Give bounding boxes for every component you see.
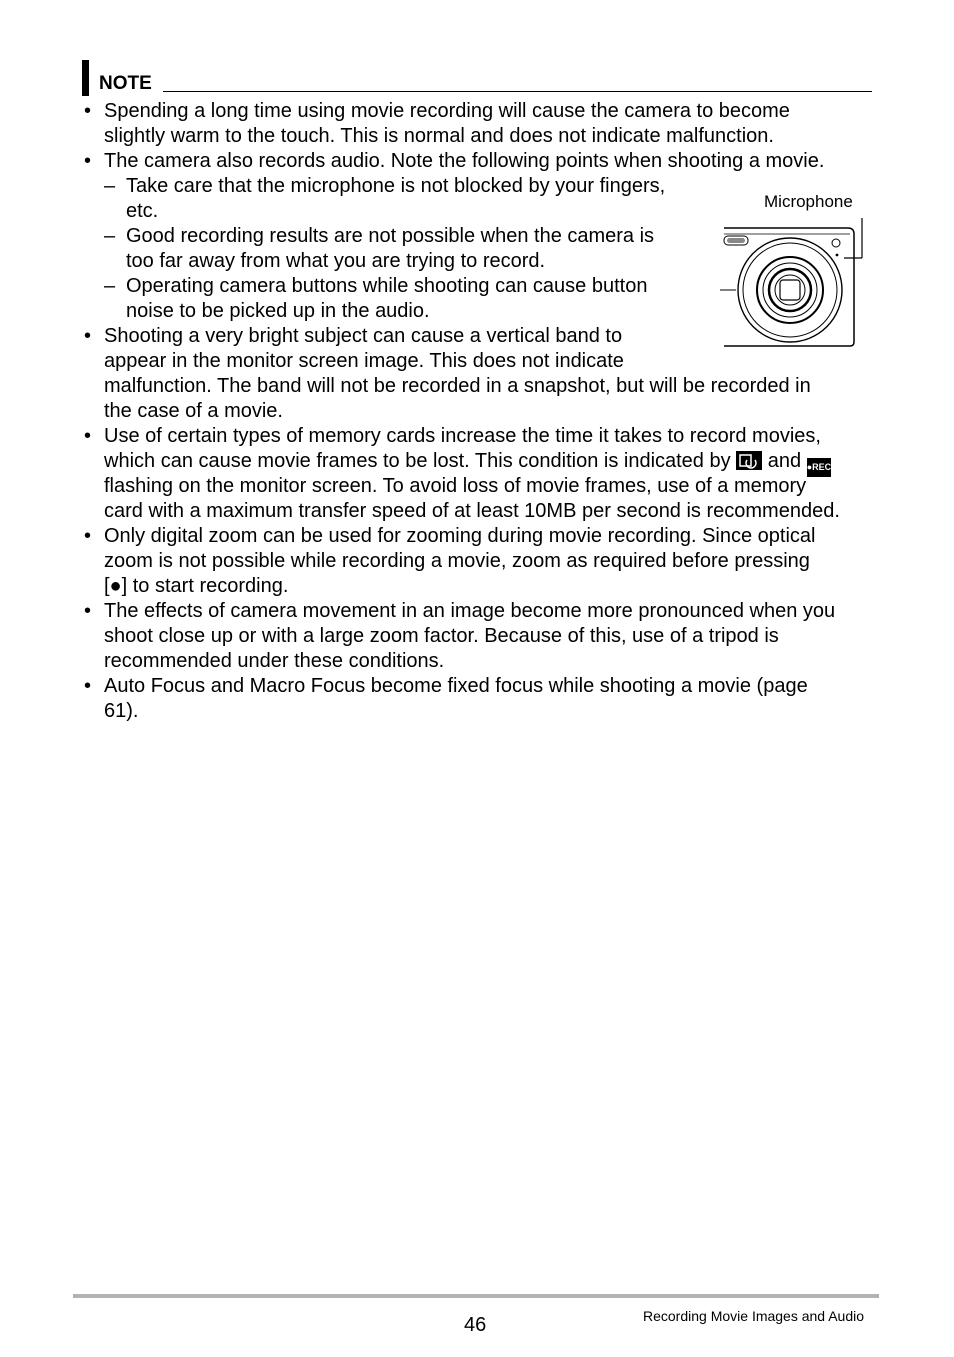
text-line: etc. [126, 200, 159, 222]
bullet-marker: • [84, 100, 92, 122]
dash-marker: – [104, 275, 116, 297]
text-line: Shooting a very bright subject can cause a vertical band to [104, 325, 623, 347]
text-line: The camera also records audio. Note the following points when shooting a movie. [104, 150, 825, 172]
text-line: recommended under these conditions. [104, 650, 445, 672]
page-number: 46 [464, 1314, 487, 1336]
text-line: zoom is not possible while recording a movie, zoom as required before pressing [104, 550, 810, 572]
microphone-label: Microphone [764, 192, 853, 211]
text-line: malfunction. The band will not be recorded in a snapshot, but will be recorded in [104, 375, 811, 397]
text-line: noise to be picked up in the audio. [126, 300, 430, 322]
text-fragment: which can cause movie frames to be lost. This condition is indicated by [104, 450, 731, 472]
note-rule [163, 91, 872, 92]
text-line: Operating camera buttons while shooting can cause button [126, 275, 648, 297]
text-line: appear in the monitor screen image. This does not indicate [104, 350, 624, 372]
text-line: flashing on the monitor screen. To avoid loss of movie frames, use of a memory [104, 475, 807, 497]
dash-marker: – [104, 175, 116, 197]
camera-front-icon [720, 214, 868, 350]
text-line: 61). [104, 700, 139, 722]
text-line: [●] to start recording. [104, 575, 289, 597]
text-line: slightly warm to the touch. This is normal and does not indicate malfunction. [104, 125, 774, 147]
bullet-marker: • [84, 600, 92, 622]
bullet-marker: • [84, 425, 92, 447]
bullet-marker: • [84, 675, 92, 697]
text-line: too far away from what you are trying to record. [126, 250, 546, 272]
text-fragment: and [767, 450, 802, 472]
text-line: Take care that the microphone is not blocked by your fingers, [126, 175, 666, 197]
note-bar [82, 60, 89, 96]
text-line: the case of a movie. [104, 400, 283, 422]
note-heading: NOTE [99, 73, 152, 94]
dash-marker: – [104, 225, 116, 247]
camera-illustration [720, 214, 868, 350]
bullet-marker: • [84, 325, 92, 347]
text-line: Use of certain types of memory cards increase the time it takes to record movies, [104, 425, 821, 447]
text-line: shoot close up or with a large zoom factor. Because of this, use of a tripod is [104, 625, 779, 647]
text-line: Spending a long time using movie recording will cause the camera to become [104, 100, 790, 122]
bullet-marker: • [84, 150, 92, 172]
memory-card-warning-icon [736, 451, 762, 470]
bullet-marker: • [84, 525, 92, 547]
text-line: Auto Focus and Macro Focus become fixed focus while shooting a movie (page [104, 675, 808, 697]
footer-rule [73, 1294, 879, 1298]
text-line: The effects of camera movement in an image become more pronounced when you [104, 600, 836, 622]
section-title: Recording Movie Images and Audio [643, 1308, 865, 1324]
text-line: Only digital zoom can be used for zooming during movie recording. Since optical [104, 525, 816, 547]
text-line-with-icons [104, 449, 831, 477]
rec-icon: ●REC [807, 458, 831, 477]
text-line: Good recording results are not possible when the camera is [126, 225, 655, 247]
text-line: card with a maximum transfer speed of at least 10MB per second is recommended. [104, 500, 840, 522]
